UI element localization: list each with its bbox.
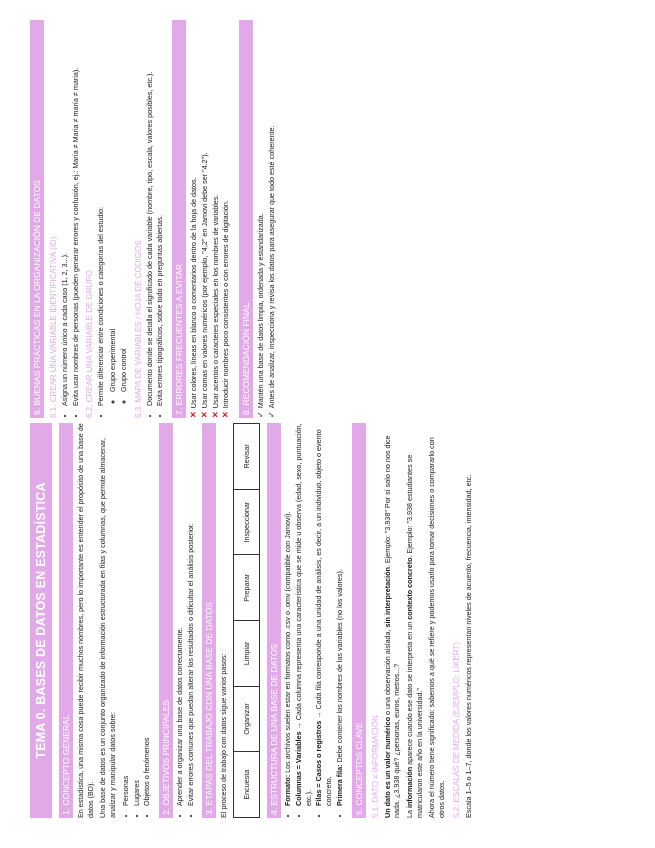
section-heading-4: 4. ESTRUCTURA DE UNA BASE DE DATOS xyxy=(267,423,281,818)
step-cell: Revisar xyxy=(234,424,260,490)
item-text: Debe contener los nombres de las variables (no los valores). xyxy=(334,569,344,765)
item-text: Mantén una base de datos limpia, ordenada y estandarizada. xyxy=(256,213,266,409)
bullet-list xyxy=(60,20,80,418)
subsection-heading: 5.2. ESCALAS DE MEDIDA (EJEMPLO: LIKERT) xyxy=(451,642,461,818)
check-mark-icon: ✓ xyxy=(256,411,266,418)
list-item xyxy=(96,20,128,406)
section-heading-8: 8. RECOMENDACIÓN FINAL xyxy=(239,20,253,418)
right-column xyxy=(30,20,281,418)
text: o una observación aislada, xyxy=(382,627,392,717)
step-cell: Preparar xyxy=(234,555,260,621)
section-heading-7: 7. ERRORES FRECUENTES A EVITAR xyxy=(172,20,186,418)
step-cell: Limpiar xyxy=(234,621,260,687)
bold-term: Un dato es un valor numérico xyxy=(382,716,392,818)
recommendation-list xyxy=(256,20,278,418)
list-item: • Personas xyxy=(121,423,131,806)
paragraph xyxy=(405,423,424,818)
paragraph: En estadística, una misma cosa puede recibir muchos nombres, pero lo importante es entender el propósito de una base de datos (BD). xyxy=(76,423,95,818)
list-item: • Aprender a organizar una base de datos correctamente. xyxy=(175,423,185,806)
item-text: → Cada fila corresponde a una unidad de análisis, es decir, a un individuo, objeto o evento concreto. xyxy=(314,429,334,806)
list-item: • Documento donde se detalla el significado de cada variable (nombre, tipo, escala, valores posibles, etc.). xyxy=(145,20,155,406)
sub-list xyxy=(108,20,128,406)
list-item xyxy=(221,20,232,418)
list-item xyxy=(189,20,200,418)
list-item xyxy=(294,423,313,806)
paragraph: El proceso de trabajo con datos sigue varios pasos: xyxy=(219,653,229,818)
x-mark-icon: ✕ xyxy=(199,411,209,418)
list-item xyxy=(267,20,278,418)
list-item: ◦ Grupo control xyxy=(119,20,129,392)
list-item xyxy=(256,20,267,418)
subsection-heading: 6.2. CREAR UNA VARIABLE DE GRUPO xyxy=(85,270,95,418)
paragraph: Una base de datos es un conjunto organizado de información estructurada en filas y columnas, que permite almacenar, analizar y manipular datos sobre: xyxy=(98,438,118,818)
subsection-heading: 5.1. DATO ≠ INFORMACIÓN xyxy=(370,715,380,818)
list-item: • Objetos o fenómenos xyxy=(142,423,152,806)
paragraph: Escala 1–5 o 1–7, donde los valores numéricos representan niveles de acuerdo, frecuencia, intensidad, etc. xyxy=(463,474,473,818)
step-cell: Encuesta xyxy=(234,752,260,818)
section-heading-5: 5. CONCEPTOS CLAVE xyxy=(352,423,366,818)
list-item xyxy=(283,423,293,806)
list-item xyxy=(200,20,211,418)
bullet-list xyxy=(283,423,344,818)
item-text: Permite diferenciar entre condiciones o categorías del estudio: xyxy=(96,207,106,406)
section-heading-6: 6. BUENAS PRÁCTICAS EN LA ORGANIZACIÓN DE DATOS xyxy=(30,20,44,418)
x-mark-icon: ✕ xyxy=(210,411,220,418)
bold-term: contexto concreto xyxy=(404,557,414,620)
paragraph: Ahora el número tiene significado: sabemos a qué se refiere y podemos usarlo para tomar decisiones o compararlo con otros datos. xyxy=(427,437,447,818)
list-item xyxy=(211,20,222,418)
bold-term: Formato: xyxy=(283,774,293,806)
bullet-list xyxy=(175,423,195,818)
page-title: TEMA 0. BASES DE DATOS EN ESTADÍSTICA xyxy=(30,423,52,818)
bullet-list xyxy=(121,423,152,818)
bullet-list xyxy=(145,20,165,418)
bold-term: información xyxy=(404,766,414,808)
x-mark-icon: ✕ xyxy=(221,411,231,418)
list-item: ◦ Grupo experimental xyxy=(108,20,118,392)
process-steps-table xyxy=(233,423,260,818)
item-text: → Cada columna representa una característica que se mide u observa (edad, sexo, puntuación, etc.). xyxy=(293,423,313,806)
check-mark-icon: ✓ xyxy=(267,411,277,418)
item-text: Los archivos suelen estar en formatos como .csv o .omv (compatible con Jamovi). xyxy=(283,511,293,775)
list-item xyxy=(314,423,333,806)
text: . Ejemplo: "3.938 estudiantes se matricularon este año en la universidad." xyxy=(404,454,424,818)
error-list xyxy=(189,20,232,418)
text: . Ejemplo: "3.938" Por sí solo no nos dice nada. ¿3.938 qué? ¿personas, euros, metros...? xyxy=(382,435,402,818)
left-column xyxy=(30,423,477,818)
paragraph xyxy=(383,423,402,818)
item-text: Usar colores, líneas en blanco o comentarios dentro de la hoja de datos. xyxy=(189,177,199,409)
item-text: Usar comas en valores numéricos (por ejemplo, "4,2" en Jamovi debe ser "4.2"). xyxy=(199,152,209,409)
list-item: • Asigna un número único a cada caso (1, 2, 3...). xyxy=(60,20,70,406)
step-cell: Inspeccionar xyxy=(234,489,260,555)
item-text: Usar acentos o caracteres especiales en los nombres de variables. xyxy=(210,194,220,409)
bullet-list xyxy=(96,20,128,418)
list-item: • Evitar errores comunes que puedan alterar los resultados o dificultar el análisis posterior. xyxy=(186,423,196,806)
list-item: • Lugares xyxy=(132,423,142,806)
text: aparece cuando ese dato se interpreta en un xyxy=(404,619,414,767)
step-cell: Organizar xyxy=(234,686,260,752)
subsection-heading: 6.1. CREAR UNA VARIABLE IDENTIFICATIVA (ID) xyxy=(49,236,58,418)
bold-term: Primera fila: xyxy=(334,764,344,806)
item-text: Introducir nombres poco consistentes o con errores de digitación. xyxy=(221,200,231,409)
section-heading-2: 2. OBJETIVOS PRINCIPALES xyxy=(159,423,173,818)
section-heading-1: 1. CONCEPTO GENERAL xyxy=(59,423,73,818)
bold-term: sin interpretación xyxy=(382,567,392,628)
list-item: • Evita usar nombres de personas (pueden generar errores y confusión, ej.: María ≠ Maria ≠ maría ≠ maria). xyxy=(71,20,81,406)
subsection-heading: 6.3. MAPA DE VARIABLES / HOJA DE CÓDIGOS xyxy=(133,240,143,418)
bold-term: Columnas = Variables xyxy=(293,731,303,806)
bold-term: Filas = Casos o registros xyxy=(314,720,324,806)
text: La xyxy=(404,808,414,818)
list-item xyxy=(335,423,345,806)
section-heading-3: 3. ETAPAS DEL TRABAJO CON UNA BASE DE DATOS xyxy=(202,423,216,818)
x-mark-icon: ✕ xyxy=(189,411,199,418)
item-text: Antes de analizar, inspecciona y revisa los datos para asegurar que todo esté coherente. xyxy=(267,125,277,409)
list-item: • Evita errores tipográficos, sobre todo en preguntas abiertas. xyxy=(155,20,165,406)
